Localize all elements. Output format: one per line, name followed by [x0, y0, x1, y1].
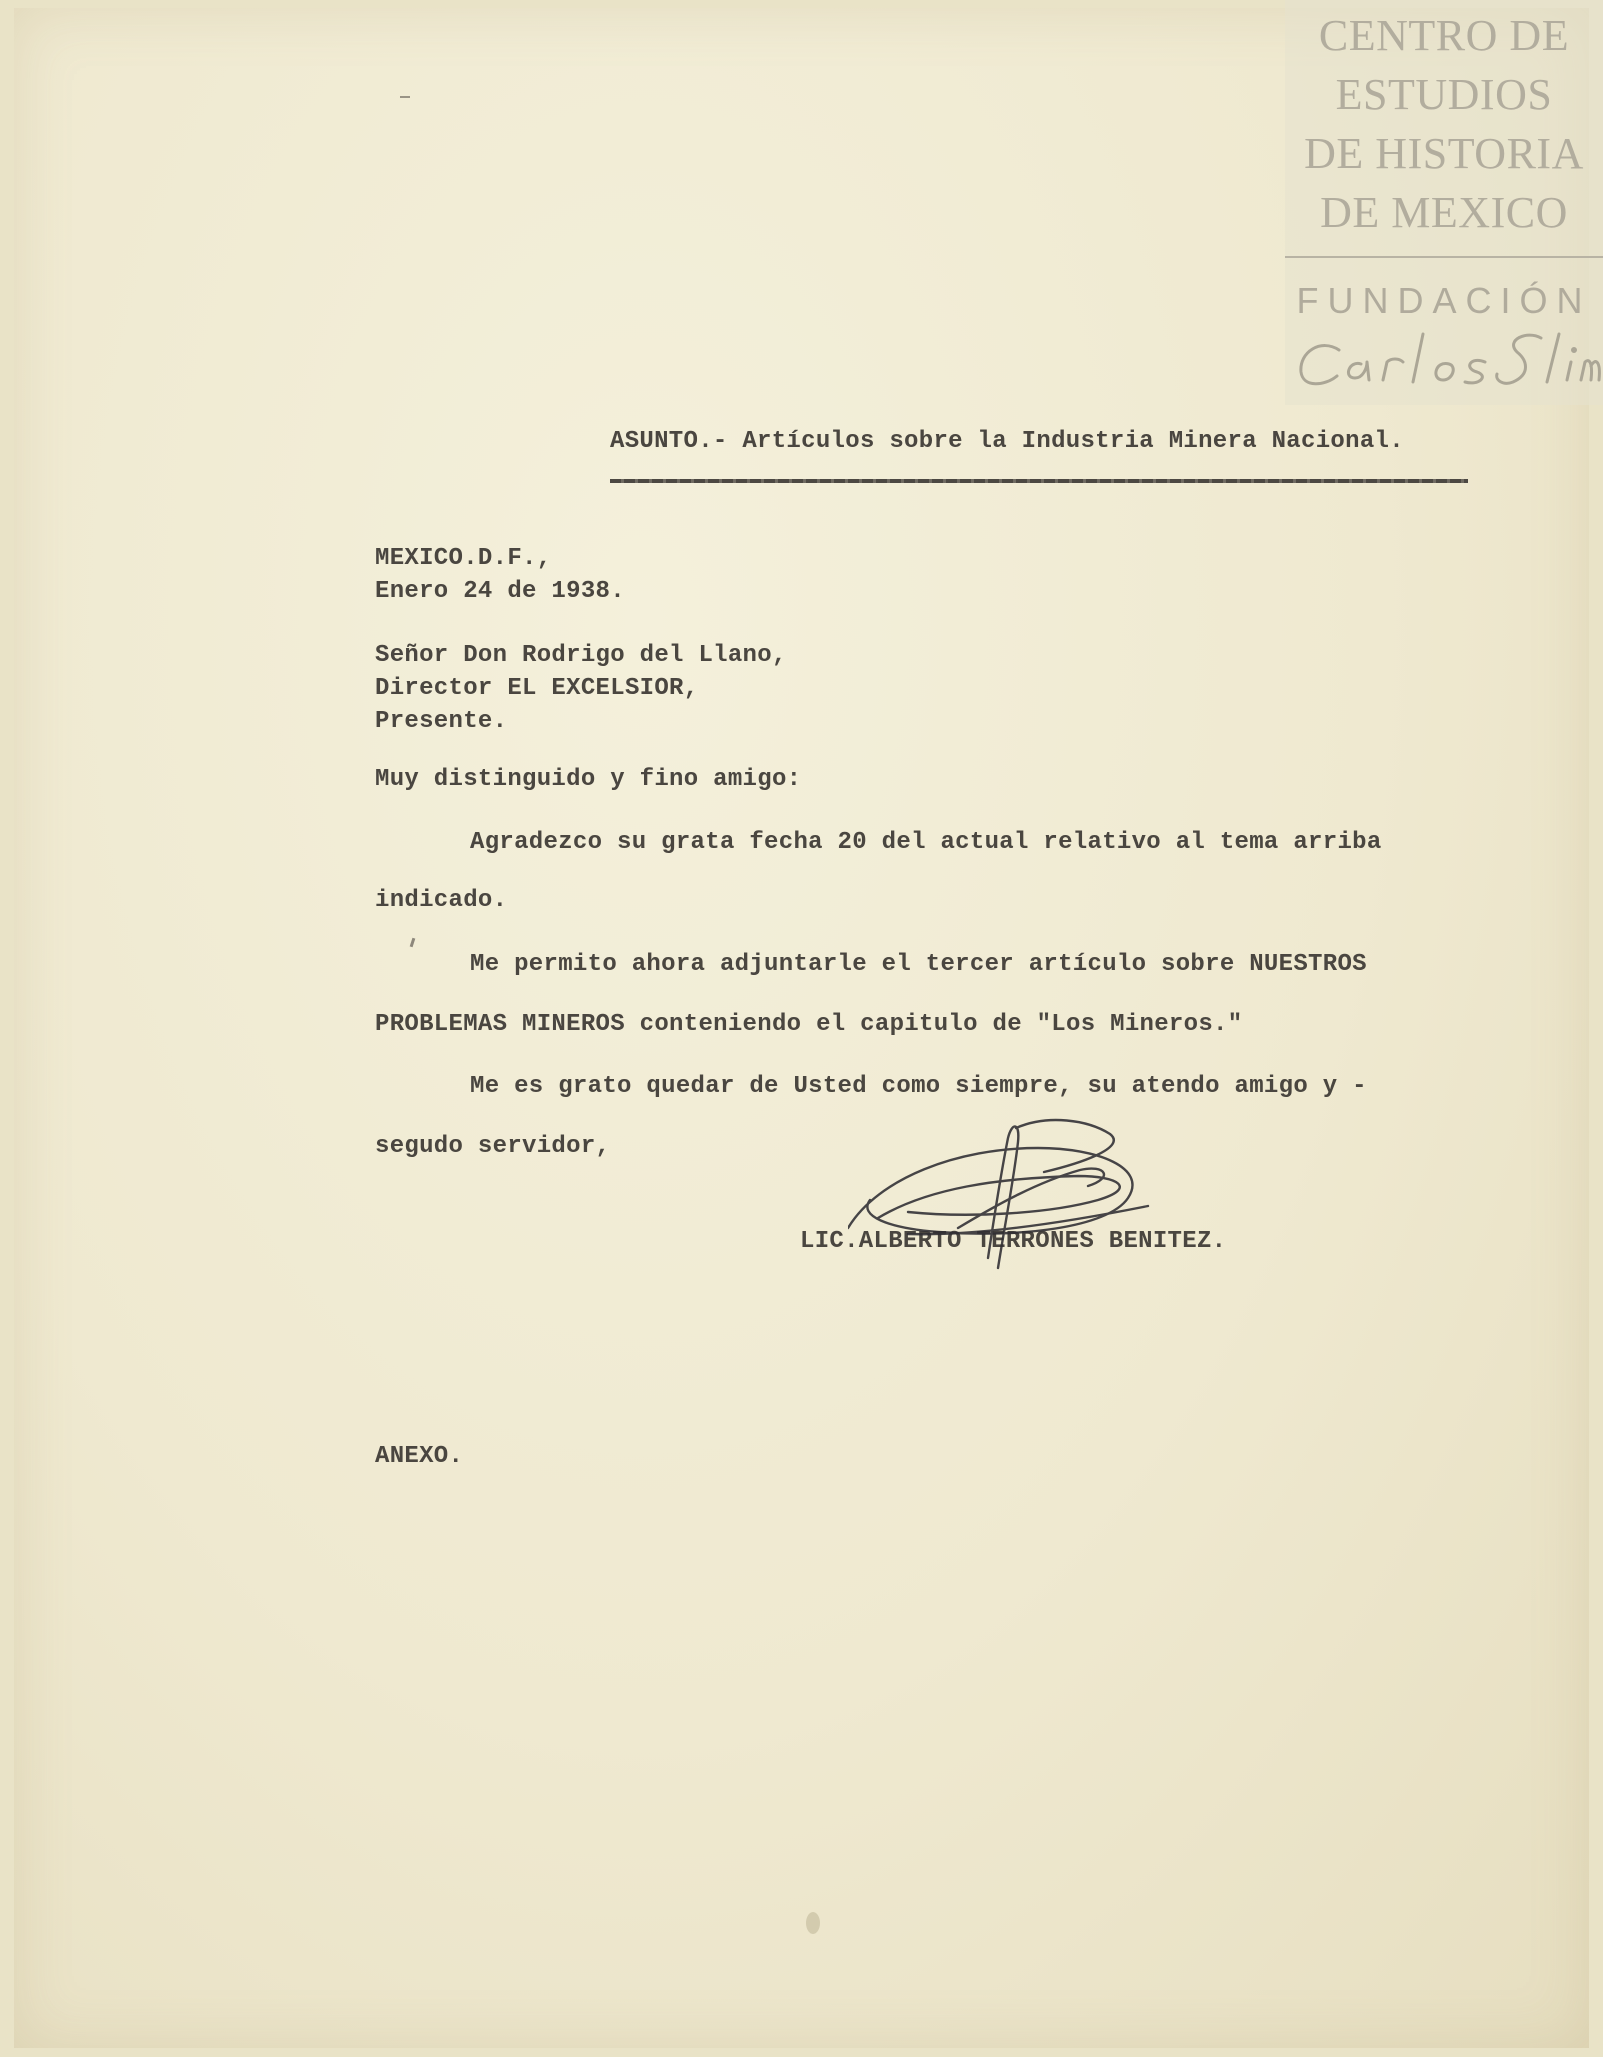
watermark-line-1: CENTRO DE: [1318, 11, 1570, 60]
date-line: Enero 24 de 1938.: [375, 578, 625, 605]
recipient-name: Señor Don Rodrigo del Llano,: [375, 642, 787, 669]
foundation-signature-logo: [1291, 320, 1603, 400]
salutation: Muy distinguido y fino amigo:: [375, 766, 802, 793]
recipient-title: Director EL EXCELSIOR,: [375, 675, 699, 702]
paragraph-1-line-2: indicado.: [375, 887, 508, 914]
watermark-line-4: DE MEXICO: [1320, 188, 1568, 237]
handwritten-signature: [848, 1108, 1168, 1288]
recipient-presente: Presente.: [375, 708, 508, 735]
watermark-foundation: FUNDACIÓN: [1296, 280, 1592, 321]
subject-underline: [610, 479, 1468, 483]
paragraph-3-line-2: segudo servidor,: [375, 1133, 611, 1160]
place-line: MEXICO.D.F.,: [375, 545, 552, 572]
paragraph-3-line-1: Me es grato quedar de Usted como siempre, su atendo amigo y -: [470, 1073, 1367, 1100]
paper-stain: [806, 1912, 820, 1934]
watermark-divider: [1285, 256, 1603, 258]
paragraph-1-line-1: Agradezco su grata fecha 20 del actual relativo al tema arriba: [470, 829, 1382, 856]
watermark-line-3: DE HISTORIA: [1304, 129, 1584, 178]
archive-watermark: [1285, 0, 1603, 405]
enclosure-note: ANEXO.: [375, 1443, 464, 1470]
letter-subject: ASUNTO.- Artículos sobre la Industria Minera Nacional.: [610, 428, 1404, 455]
paragraph-2-line-1: Me permito ahora adjuntarle el tercer artículo sobre NUESTROS: [470, 951, 1367, 978]
ink-mark: [400, 96, 410, 98]
paragraph-2-line-2: PROBLEMAS MINEROS conteniendo el capitulo de "Los Mineros.": [375, 1011, 1243, 1038]
watermark-line-2: ESTUDIOS: [1335, 70, 1553, 119]
signer-name: LIC.ALBERTO TERRONES BENITEZ.: [800, 1228, 1227, 1255]
